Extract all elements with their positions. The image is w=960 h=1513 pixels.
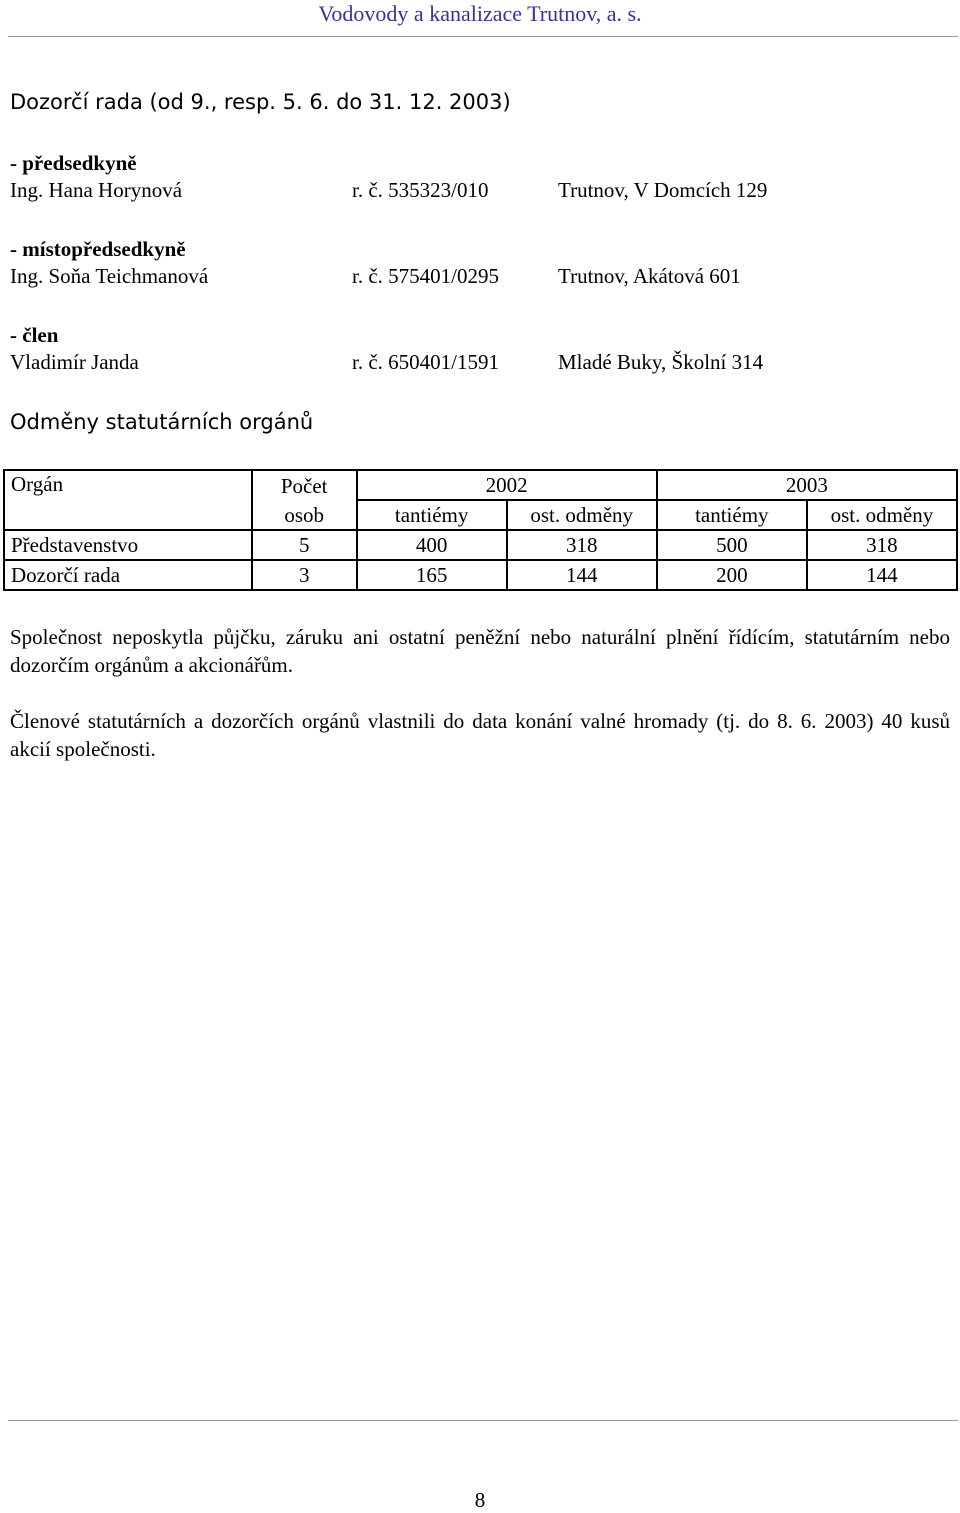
cell-value: 200 (657, 560, 807, 590)
header-divider (8, 36, 958, 37)
member-address: Mladé Buky, Školní 314 (558, 350, 764, 374)
member-name: Ing. Soňa Teichmanová (10, 264, 209, 288)
board-heading: Dozorčí rada (od 9., resp. 5. 6. do 31. 12. 2003) (10, 90, 511, 114)
cell-value: 144 (807, 560, 957, 590)
header-organ: Orgán (4, 470, 252, 530)
header-count-unit: osob (252, 500, 357, 530)
footer-divider (8, 1420, 958, 1421)
member-address: Trutnov, V Domcích 129 (558, 178, 768, 202)
cell-value: 144 (507, 560, 657, 590)
member-role: - předsedkyně (10, 151, 137, 175)
header-year-2003: 2003 (657, 470, 957, 500)
member-birth-number: r. č. 650401/1591 (352, 350, 499, 374)
cell-value: 318 (507, 530, 657, 560)
member-role: - místopředsedkyně (10, 237, 186, 261)
cell-value: 400 (357, 530, 507, 560)
cell-organ: Dozorčí rada (4, 560, 252, 590)
cell-value: 165 (357, 560, 507, 590)
member-birth-number: r. č. 535323/010 (352, 178, 489, 202)
table-header-row (4, 470, 957, 500)
header-other-2002: ost. odměny (507, 500, 657, 530)
page-header: Vodovody a kanalizace Trutnov, a. s. (318, 1, 642, 26)
cell-count: 3 (252, 560, 357, 590)
table-row (4, 530, 957, 560)
paragraph-loans: Společnost neposkytla půjčku, záruku ani ostatní peněžní nebo naturální plnění řídícím, statutárním nebo dozorčím orgánům a akcionářům. (10, 625, 950, 677)
member-name: Vladimír Janda (10, 350, 139, 374)
member-birth-number: r. č. 575401/0295 (352, 264, 499, 288)
cell-value: 500 (657, 530, 807, 560)
cell-organ: Představenstvo (4, 530, 252, 560)
member-address: Trutnov, Akátová 601 (558, 264, 741, 288)
header-bonus-2003: tantiémy (657, 500, 807, 530)
paragraph-shares: Členové statutárních a dozorčích orgánů vlastnili do data konání valné hromady (tj. do 8. 6. 2003) 40 kusů akcií společnosti. (10, 709, 950, 761)
member-role: - člen (10, 323, 59, 347)
table-row (4, 560, 957, 590)
page-number: 8 (474, 1488, 486, 1512)
cell-count: 5 (252, 530, 357, 560)
cell-value: 318 (807, 530, 957, 560)
header-year-2002: 2002 (357, 470, 657, 500)
header-other-2003: ost. odměny (807, 500, 957, 530)
remuneration-heading: Odměny statutárních orgánů (10, 410, 314, 434)
remuneration-table (3, 469, 958, 591)
header-bonus-2002: tantiémy (357, 500, 507, 530)
header-count: Počet (252, 470, 357, 500)
member-name: Ing. Hana Horynová (10, 178, 183, 202)
